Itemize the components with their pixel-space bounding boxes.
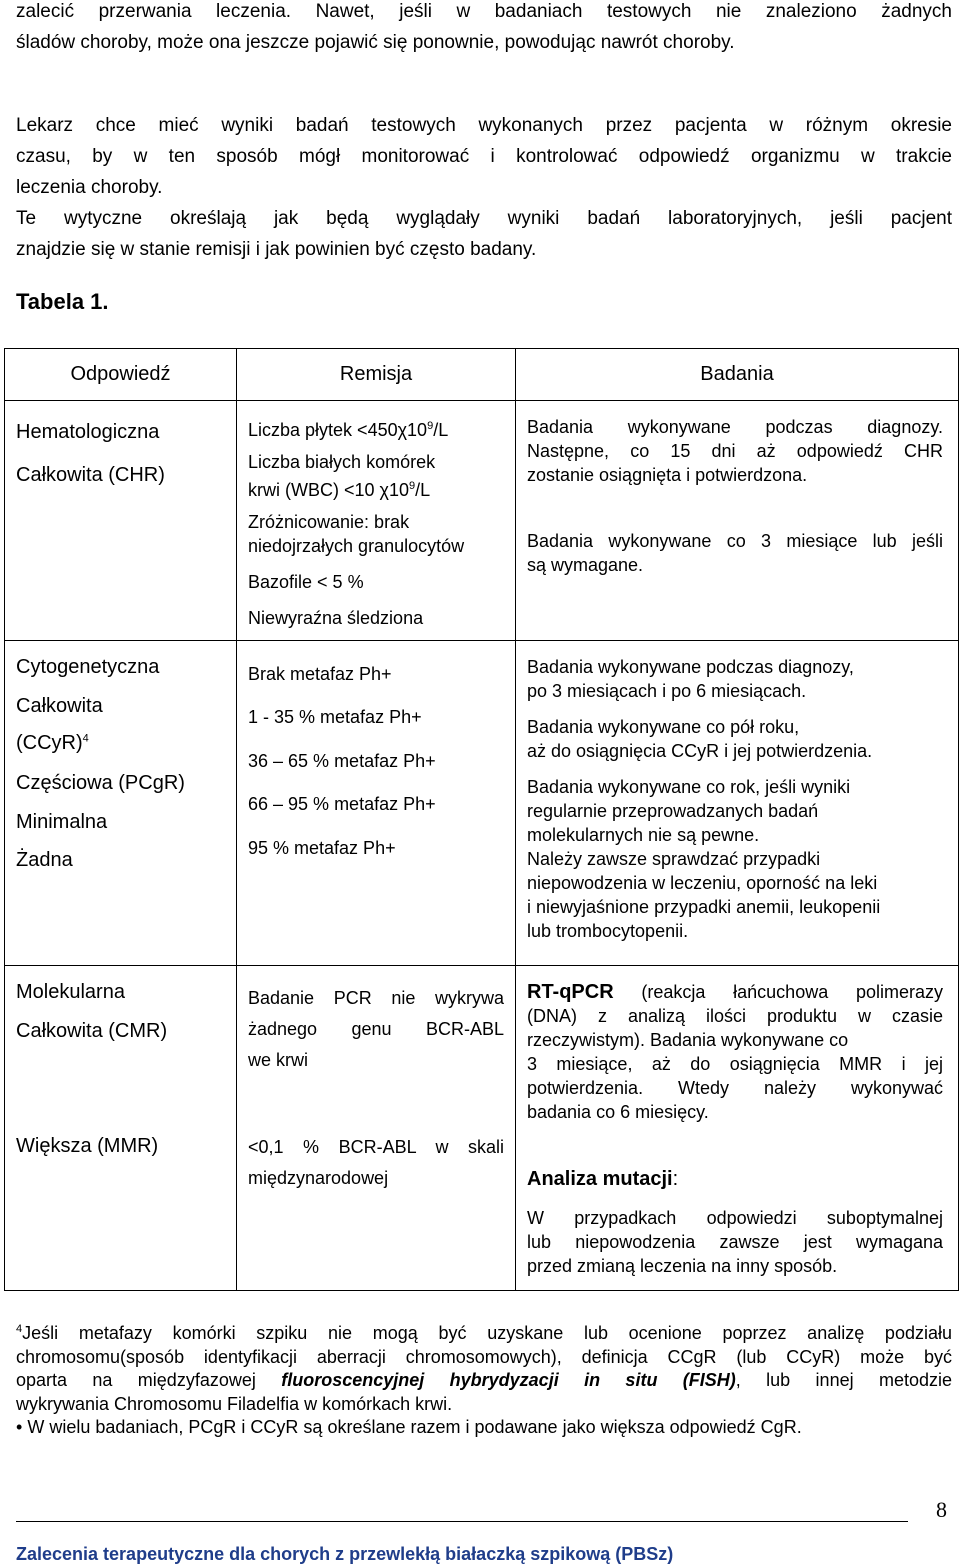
- intro-line: śladów choroby, może ona jeszcze pojawić się ponownie, powodując nawrót choroby.: [16, 32, 735, 53]
- cell-remission: [237, 966, 516, 1291]
- response-subtype: Całkowita: [16, 695, 103, 717]
- cell-tests: [516, 966, 959, 1291]
- response-subtype: Całkowita (CMR): [16, 1020, 168, 1042]
- cell-response: [5, 966, 237, 1291]
- intro-line: zalecić przerwania leczenia. Nawet, jeśli w badaniach testowych nie znaleziono żadnych: [16, 1, 952, 22]
- remission-criterion: Liczba białych komórek krwi (WBC) <10 $\chi 10^9/L$: [248, 452, 436, 500]
- cell-tests: [516, 641, 959, 966]
- table-row-cytogenetic: [5, 641, 959, 966]
- remission-criterion: 95 % metafaz Ph+: [248, 838, 396, 858]
- tests-text: Badania wykonywane co pół roku, aż do osiągnięcia CCyR i jej potwierdzenia.: [527, 717, 873, 761]
- response-name: Cytogenetyczna: [16, 656, 160, 678]
- table-title: Tabela 1.: [16, 289, 109, 314]
- remission-criterion: Zróżnicowanie: brak niedojrzałych granulocytów: [248, 512, 465, 556]
- remission-criterion: Badanie PCR nie wykrywa żadnego genu BCR-ABL we krwi: [248, 988, 504, 1070]
- remission-criterion: Brak metafaz Ph+: [248, 664, 392, 684]
- bullet-icon: •: [16, 1417, 23, 1437]
- table-row-hematologic: [5, 401, 959, 641]
- intro-line: Te wytyczne określają jak będą wyglądały wyniki badań laboratoryjnych, jeśli pacjent: [16, 208, 952, 229]
- response-subtype: Większa (MMR): [16, 1135, 159, 1157]
- remission-criterion: 66 – 95 % metafaz Ph+: [248, 794, 436, 814]
- cell-remission: [237, 641, 516, 966]
- tests-text: W przypadkach odpowiedzi suboptymalnej lub niepowodzenia zawsze jest wymagana przed zmianą leczenia na inny sposób.: [527, 1208, 943, 1276]
- mutation-analysis-heading: Analiza mutacji:: [527, 1168, 679, 1190]
- cell-response: [5, 401, 237, 641]
- table-row-molecular: [5, 966, 959, 1291]
- page-footer: Zalecenia terapeutyczne dla chorych z przewlekłą białaczką szpikową (PBSz): [16, 1544, 674, 1564]
- response-name: Molekularna: [16, 981, 125, 1003]
- remission-criterion: 36 – 65 % metafaz Ph+: [248, 751, 436, 771]
- response-name: Hematologiczna: [16, 421, 160, 443]
- cell-tests: [516, 401, 959, 641]
- response-subtype: Żadna: [16, 849, 73, 871]
- header-remission: Remisja: [237, 349, 516, 401]
- response-subtype: Całkowita (CHR): [16, 464, 165, 486]
- tests-text: Badania wykonywane co 3 miesiące lub jeśli są wymagane.: [527, 531, 943, 575]
- remission-criterion: 1 - 35 % metafaz Ph+: [248, 707, 422, 727]
- table-header-row: [5, 349, 959, 401]
- response-subtype: (CCyR)$^4$: [16, 732, 89, 754]
- cell-remission: [237, 401, 516, 641]
- intro-line: leczenia choroby.: [16, 177, 163, 198]
- response-subtype: Częściowa (PCgR): [16, 772, 185, 794]
- intro-paragraph-2: [16, 110, 952, 203]
- cell-response: [5, 641, 237, 966]
- remission-criterion: <0,1 % BCR-ABL w skali międzynarodowej: [248, 1137, 504, 1188]
- tests-text: RT-qPCR (reakcja łańcuchowa polimerazy (DNA) z analizą ilości produktu w czasie rzeczywistym). Badania wykonywane co 3 miesiące, aż do osiągnięcia MMR i jej potwierdzenia. Wtedy należy wykonywać badania co 6 miesięcy.: [527, 981, 943, 1122]
- remission-criterion: Niewyraźna śledziona: [248, 608, 424, 628]
- tests-text: Badania wykonywane co rok, jeśli wyniki regularnie przeprowadzanych badań molekularnych nie są pewne.: [527, 777, 851, 845]
- intro-line: czasu, by w ten sposób mógł monitorować i kontrolować odpowiedź organizmu w trakcie: [16, 146, 952, 167]
- footnote: $^4$Jeśli metafazy komórki szpiku nie mogą być uzyskane lub ocenione poprzez analizę podziału chromosomu(sposób identyfikacji aberracji chromosomowych), definicja CCgR (lub CCyR) może być oparta na międzyfazowej fluoroscencyjnej hybrydyzacji in situ (FISH), lub innej metodzie wykrywania Chromosomu Filadelfia w komórkach krwi.: [16, 1323, 952, 1414]
- header-response: Odpowiedź: [5, 349, 237, 401]
- remission-criterion: Bazofile < 5 %: [248, 572, 364, 592]
- intro-line: znajdzie się w stanie remisji i jak powinien być często badany.: [16, 239, 537, 260]
- response-table: [4, 348, 959, 1291]
- footnote-bullet: • W wielu badaniach, PCgR i CCyR są określane razem i podawane jako większa odpowiedź CgR.: [16, 1417, 802, 1437]
- intro-line: Lekarz chce mieć wyniki badań testowych wykonanych przez pacjenta w różnym okresie: [16, 115, 952, 136]
- tests-text: Należy zawsze sprawdzać przypadki niepowodzenia w leczeniu, oporność na leki i niewyjaśnione przypadki anemii, leukopenii lub trombocytopenii.: [527, 849, 881, 941]
- tests-text: Badania wykonywane podczas diagnozy. Następne, co 15 dni aż odpowiedź CHR zostanie osiągnięta i potwierdzona.: [527, 417, 943, 485]
- intro-paragraph-1: [16, 0, 952, 58]
- intro-paragraph-3: [16, 203, 952, 265]
- footer-rule: [16, 1521, 908, 1522]
- header-tests: Badania: [516, 349, 959, 401]
- tests-text: Badania wykonywane podczas diagnozy, po 3 miesiącach i po 6 miesiącach.: [527, 657, 854, 701]
- remission-criterion: Liczba płytek $<450\chi 10^9/L$: [248, 420, 449, 440]
- response-subtype: Minimalna: [16, 811, 108, 833]
- page-number: 8: [936, 1497, 947, 1522]
